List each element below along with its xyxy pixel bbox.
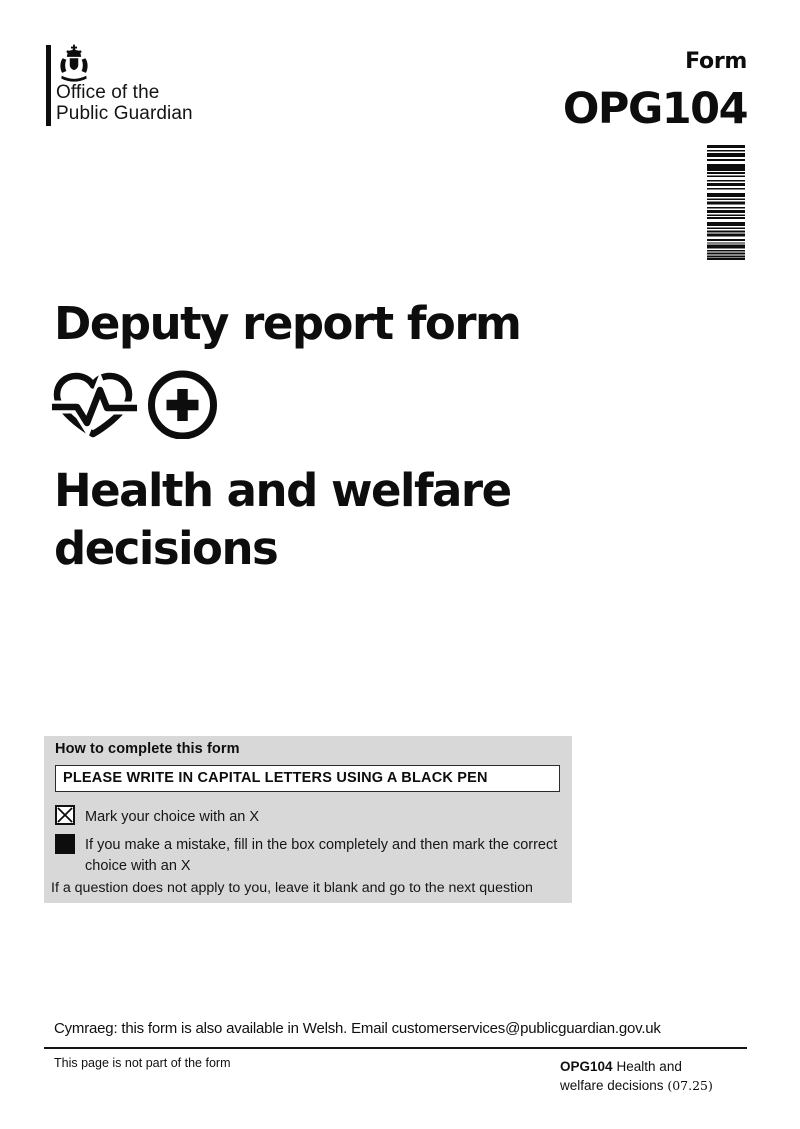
checkbox-x-icon: [55, 805, 75, 825]
subtitle-line2: decisions: [54, 522, 278, 575]
page-subtitle: [54, 462, 511, 578]
subtitle-line1: Health and welfare: [54, 464, 511, 517]
footer-form-name-line1: Health and: [616, 1059, 682, 1074]
logo-line1: Office of the: [56, 82, 160, 103]
footer-page-note: This page is not part of the form: [54, 1056, 231, 1070]
heart-pulse-icon: [52, 376, 137, 434]
welsh-language-notice: Cymraeg: this form is also available in Welsh. Email customerservices@publicguardian.gov.uk: [54, 1020, 661, 1037]
form-word-label: Form: [685, 49, 747, 74]
footer-version: (07.25): [667, 1078, 713, 1093]
mark-choice-instruction: Mark your choice with an X: [85, 809, 260, 825]
barcode: [707, 145, 745, 260]
how-to-heading: How to complete this form: [55, 741, 240, 757]
footer-form-reference: [560, 1057, 713, 1095]
logo-line2: Public Guardian: [56, 103, 193, 124]
logo-divider-bar: [46, 45, 51, 126]
footer-divider: [44, 1047, 747, 1049]
royal-crest-icon: [57, 44, 91, 82]
footer-form-code: OPG104: [560, 1059, 613, 1074]
filled-box-icon: [55, 834, 75, 854]
footer-form-name-line2: welfare decisions: [560, 1078, 664, 1093]
how-to-complete-panel: [44, 736, 572, 903]
page-title: Deputy report form: [54, 297, 521, 350]
medical-plus-icon: [152, 374, 214, 436]
capital-letters-notice: PLEASE WRITE IN CAPITAL LETTERS USING A BLACK PEN: [55, 765, 560, 792]
mistake-instruction: If you make a mistake, fill in the box completely and then mark the correct choice with an X: [85, 837, 558, 874]
health-welfare-icons: [51, 370, 221, 439]
logo-wordmark: [56, 82, 193, 124]
form-number: OPG104: [562, 84, 747, 134]
skip-question-instruction: If a question does not apply to you, leave it blank and go to the next question: [51, 880, 533, 896]
